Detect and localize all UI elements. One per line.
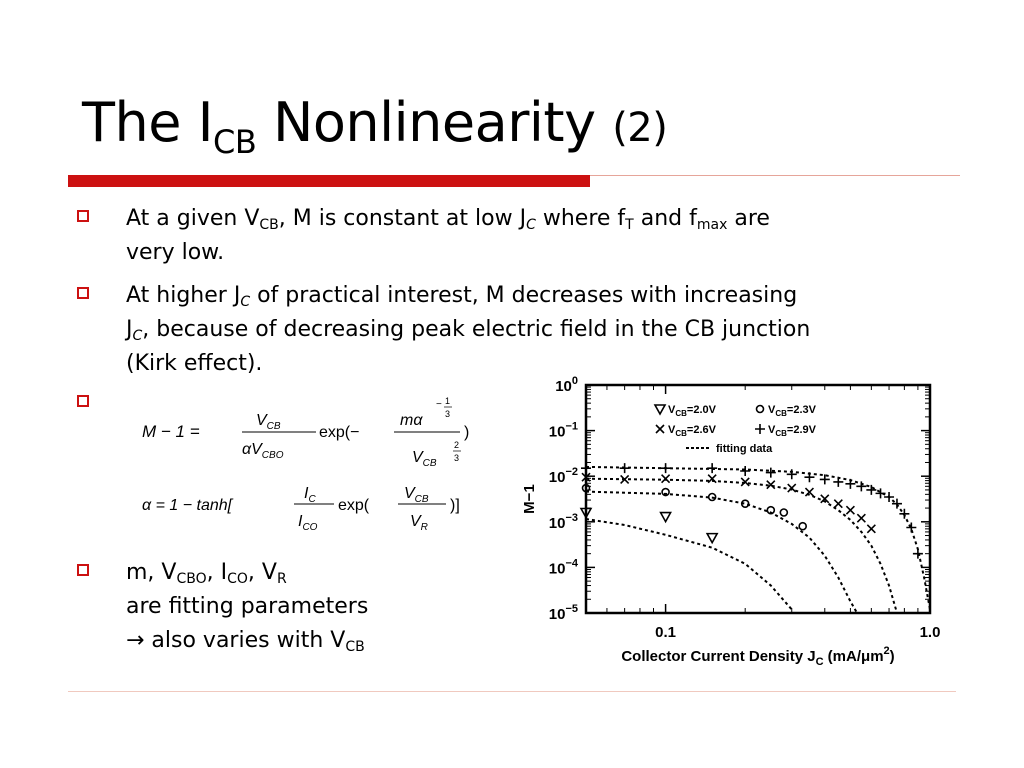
triangle-marker [707,534,717,543]
text: At a given V [126,206,260,231]
y-tick-label: $10^{-4}$ [548,557,578,578]
equation-1 [142,396,469,469]
eq1-exp: exp(− [319,424,360,441]
y-tick-label: $10^{-5}$ [548,603,578,623]
plus-marker [856,481,866,491]
eq2-close: )] [450,497,460,514]
eq1-den-exp-den: 3 [454,453,460,463]
eq1-exp-num: 1 [445,396,451,406]
text: of practical interest, M decreases with increasing [250,283,798,308]
bullet-2-line-3: (Kirk effect). [126,351,263,376]
plus-marker [833,477,843,487]
text: , V [247,560,277,585]
subscript: CB [345,639,365,655]
eq1-frac2-num-exp: − [436,399,442,410]
circle-marker [757,406,764,413]
subscript: CO [227,571,248,587]
plus-marker [661,463,671,473]
subscript: CBO [176,571,207,587]
bullet-1 [126,202,976,270]
plus-marker [845,479,855,489]
x-marker [621,475,629,483]
title-rule-thin [590,175,960,176]
plus-marker [913,549,923,559]
bullet-box-icon [77,395,89,407]
plus-marker [876,488,886,498]
x-marker [656,425,664,433]
bullet-box-icon [77,210,89,222]
eq1-exp-den: 3 [445,409,451,419]
equations [138,392,508,542]
subscript: max [696,217,728,233]
x-marker [788,484,796,492]
bullet-box-icon [77,564,89,576]
eq1-frac1-num: $V_{CB}$ [256,412,281,432]
bullet-1-line-2: very low. [126,240,225,265]
eq1-frac1-den: $\alpha V_{CBO}$ [242,441,284,461]
eq1-frac2-num: mα [400,412,423,429]
eq1-close: ) [464,424,470,441]
text: J [126,317,133,342]
y-tick-label: $10^0$ [555,375,578,395]
x-marker [846,506,854,514]
fit-line-2 [586,479,897,613]
eq2-frac2-num: $V_{CB}$ [404,485,429,505]
chart-svg [510,365,950,675]
slide-title [82,88,667,177]
plus-marker [620,463,630,473]
subscript: T [625,217,634,233]
legend-label: $V_{CB}=2.6V$ [668,424,716,438]
eq2-exp: exp( [338,497,370,514]
title-rule-red [68,175,590,187]
plus-marker [787,469,797,479]
bullet-box-icon [77,287,89,299]
plus-marker [766,468,776,478]
title-paren: (2) [612,105,668,151]
legend-label: $V_{CB}=2.9V$ [768,424,816,438]
title-main: The I [82,91,214,154]
text: → also varies with V [126,628,346,653]
text: , because of decreasing peak electric field in the CB junction [142,317,811,342]
legend-label: $V_{CB}=2.0V$ [668,404,716,418]
bullet-4 [126,556,506,658]
x-axis-label: Collector Current Density $J_C$ $(mA/\mu m^2)$ [621,645,895,668]
subscript: C [240,294,251,310]
subscript: R [276,571,287,587]
plus-marker [755,424,765,434]
legend-label: $V_{CB}=2.3V$ [768,404,816,418]
eq1-frac2-den: $V_{CB}$ [412,449,437,469]
chart [510,365,950,675]
x-tick-label: 0.1 [655,624,677,641]
footer-rule [68,691,956,692]
subscript: C [526,217,536,233]
y-axis-label: M−1 [521,484,538,514]
x-marker [867,525,875,533]
bullet-2-line-1 [126,279,976,313]
fit-line-3 [586,467,930,610]
text: , M is constant at low J [278,206,527,231]
subscript: CB [259,217,279,233]
bullet-4-line-1 [126,556,506,590]
text: , I [206,560,228,585]
equation-2 [142,485,460,533]
eq2-frac2-den: $V_R$ [410,513,428,533]
triangle-marker [661,513,671,522]
text: where f [535,206,626,231]
plot-frame [586,385,930,613]
x-marker [662,475,670,483]
bullet-4-line-2: are fitting parameters [126,594,369,619]
title-rest: Nonlinearity [256,91,596,154]
legend-label: fitting data [716,443,773,455]
x-marker [834,500,842,508]
eq2-frac1-num: $I_C$ [304,485,316,505]
y-tick-label: $10^{-3}$ [548,511,578,532]
subscript: C [132,328,143,344]
bullet-2-line-2 [126,313,976,347]
x-marker [857,514,865,522]
plus-marker [707,463,717,473]
circle-marker [799,523,806,530]
bullet-1-line-1 [126,202,976,236]
eq1-lhs: M − 1 = [142,422,200,441]
plus-marker [804,472,814,482]
text: At higher J [126,283,241,308]
text: and f [633,206,697,231]
fit-line-0 [586,519,792,609]
plus-marker [740,466,750,476]
triangle-marker [655,405,665,414]
text: are [727,206,770,231]
plus-marker [906,522,916,532]
plus-marker [581,463,591,473]
eq1-den-exp-num: 2 [454,440,460,450]
y-tick-label: $10^{-1}$ [548,420,578,441]
text: m, V [126,560,177,585]
eq2-lhs: α = 1 − tanh[ [142,497,233,514]
eq2-frac1-den: $I_{CO}$ [298,513,318,533]
circle-marker [780,509,787,516]
x-tick-label: 1.0 [919,624,941,641]
bullet-4-line-3 [126,624,506,658]
y-tick-label: $10^{-2}$ [548,466,578,487]
title-subscript: CB [213,123,257,161]
